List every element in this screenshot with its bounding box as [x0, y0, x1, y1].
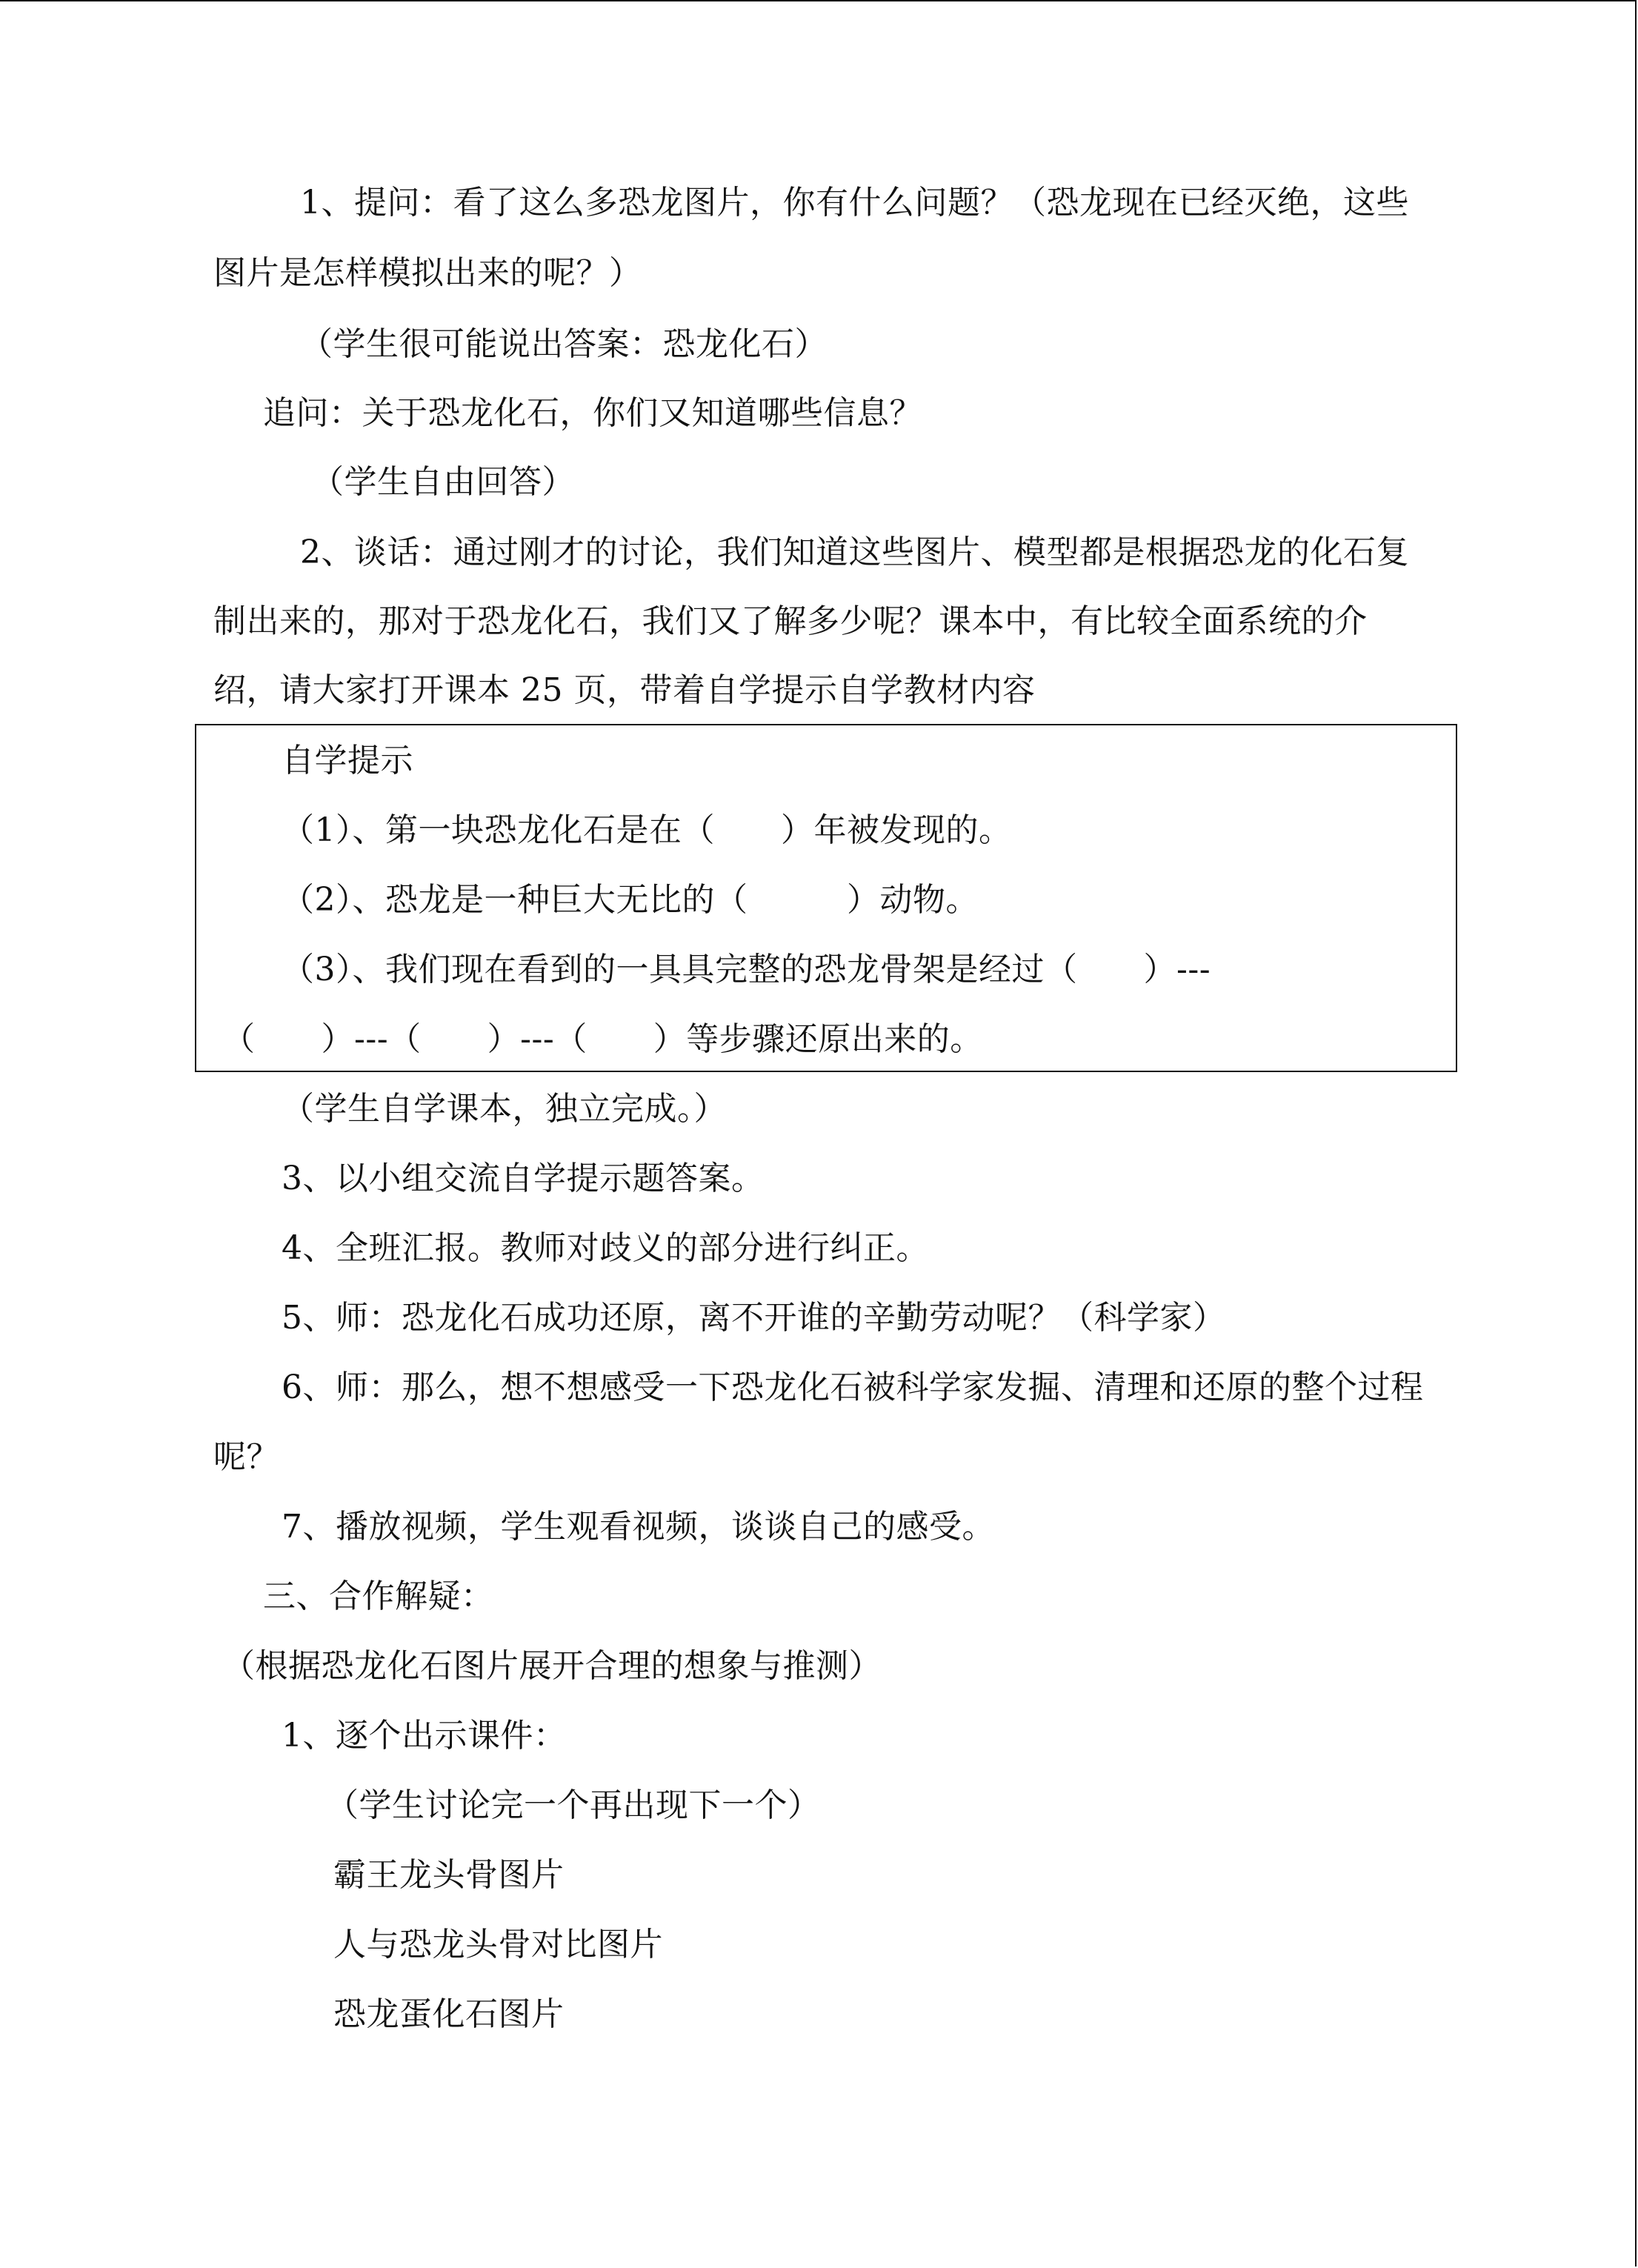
hint-item-3: （3）、我们现在看到的一具具完整的恐龙骨架是经过（ ）--- [282, 951, 1211, 988]
paragraph-talk-2-end: 绍，请大家打开课本 25 页，带着自学提示自学教材内容 [213, 671, 1036, 709]
step-6-cont: 呢？ [213, 1438, 279, 1476]
section-3-step-1: 1、逐个出示课件： [282, 1717, 567, 1755]
step-6: 6、师：那么，想不想感受一下恐龙化石被科学家发掘、清理和还原的整个过程 [282, 1369, 1424, 1406]
student-free-answer-note: （学生自由回答） [311, 463, 575, 501]
step-7: 7、播放视频，学生观看视频，谈谈自己的感受。 [282, 1508, 995, 1546]
student-self-study-note: （学生自学课本，独立完成。） [282, 1090, 727, 1128]
follow-up-question: 追问：关于恐龙化石，你们又知道哪些信息？ [263, 394, 922, 432]
paragraph-question-1: 1、提问：看了这么多恐龙图片，你有什么问题？（恐龙现在已经灭绝，这些 [300, 184, 1409, 222]
hint-title: 自学提示 [282, 742, 413, 779]
courseware-item-3: 恐龙蛋化石图片 [333, 1995, 565, 2033]
hint-item-1: （1）、第一块恐龙化石是在（ ）年被发现的。 [282, 811, 1012, 849]
paragraph-talk-2: 2、谈话：通过刚才的讨论，我们知道这些图片、模型都是根据恐龙的化石复 [300, 533, 1409, 571]
hint-item-2: （2）、恐龙是一种巨大无比的（ ）动物。 [282, 881, 979, 919]
hint-item-3-cont: （ ）---（ ）---（ ）等步骤还原出来的。 [222, 1020, 983, 1058]
step-3: 3、以小组交流自学提示题答案。 [282, 1160, 765, 1197]
student-answer-note: （学生很可能说出答案：恐龙化石） [300, 325, 828, 363]
discussion-note: （学生讨论完一个再出现下一个） [326, 1786, 821, 1824]
paragraph-question-1-cont: 图片是怎样模拟出来的呢？） [213, 254, 642, 292]
courseware-item-2: 人与恐龙头骨对比图片 [333, 1926, 663, 1963]
section-heading-3: 三、合作解疑： [263, 1577, 494, 1615]
step-4: 4、全班汇报。教师对歧义的部分进行纠正。 [282, 1229, 929, 1267]
paragraph-talk-2-cont: 制出来的，那对于恐龙化石，我们又了解多少呢？课本中，有比较全面系统的介 [213, 602, 1368, 640]
step-5: 5、师：恐龙化石成功还原，离不开谁的辛勤劳动呢？（科学家） [282, 1299, 1226, 1337]
courseware-item-1: 霸王龙头骨图片 [333, 1856, 565, 1894]
section-3-note: （根据恐龙化石图片展开合理的想象与推测） [222, 1647, 882, 1685]
